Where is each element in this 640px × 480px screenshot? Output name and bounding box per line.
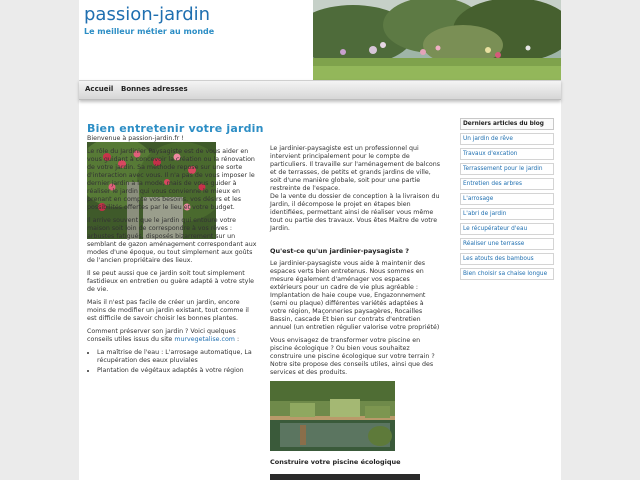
paragraph: Il arrive souvent que le jardin qui entoure votre maison soit loin de correspondre à vos rêves : arbustes fatigués, disposés bizarrement sur un semblant de gazon aménagement correspondant aux modes d'une époque, ou tout simplement aux goûts de l'ancien propriétaire des lieux. (87, 217, 257, 264)
third-photo (270, 474, 420, 480)
paragraph: De la vente du dossier de conception à la livraison du Jardin, il décompose le projet en étapes bien identifiées, permettant ainsi de réaliser vous même tout ou partie des travaux. Vous êtes Maitre de votre Jardin. (270, 193, 440, 232)
sidebar-item[interactable]: Terrassement pour le jardin (460, 163, 554, 175)
article-left-column (87, 135, 259, 377)
paragraph: Le jardinier-paysagiste vous aide à maintenir des espaces verts bien entretenus. Nous sommes en mesure également d'aménager vos espaces extérieurs pour un cadre de vie plus agréable : Implantation de haie coupe vue, Engazonnement (semi ou plaque) différentes variétés adaptées à votre région, Maçonneries paysagères, Rocailles Bassin, cascade Et bien sur contrats d'entretien annuel (un entretien régulier valorise votre propriété) (270, 260, 440, 331)
paragraph-text: Comment préserver son jardin ? Voici quelques conseils utiles issus du site (87, 328, 236, 343)
site-tagline: Le meilleur métier au monde (84, 27, 215, 36)
photo-caption-wrap (270, 458, 442, 471)
nav-item-accueil[interactable]: Accueil (85, 85, 114, 93)
sidebar-item[interactable]: Le récupérateur d'eau (460, 223, 554, 235)
sidebar-item[interactable]: Les atouts des bambous (460, 253, 554, 265)
post-title[interactable]: Bien entretenir votre jardin (87, 122, 264, 135)
sidebar-item[interactable]: Entretien des arbres (460, 178, 554, 190)
paragraph: Mais il n'est pas facile de créer un jardin, encore moins de modifier un jardin existant, tout comme il est difficile de savoir choisir les bonnes plantes. (87, 299, 249, 322)
sidebar-item[interactable]: L'abri de jardin (460, 208, 554, 220)
sidebar (460, 118, 554, 283)
sidebar-item[interactable]: Un jardin de rêve (460, 133, 554, 145)
list-item: • Plantation de végétaux adaptés à votre région (97, 367, 259, 375)
header-garden-photo (313, 0, 561, 80)
site-header (79, 0, 561, 80)
paragraph: Bienvenue à passion-jardin.fr ! (87, 135, 184, 142)
pond-photo (270, 381, 395, 451)
nav-item-bonnes-adresses[interactable]: Bonnes adresses (121, 85, 188, 93)
murvegetalise-link[interactable]: murvegetalise.com (174, 336, 235, 343)
site-title[interactable]: passion-jardin (84, 4, 211, 25)
paragraph-text: : (234, 336, 240, 343)
paragraph: Le rôle du Jardinier Paysagiste est de vous aider en vous guidant à concevoir la création ou la rénovation de votre jardin. Sa méthode repose sur une sorte d'interaction avec vous. Il n'a pas de vous imposer le dernier jardin à la mode, mais de vous guider à réaliser le jardin qui vous convienne le mieux en prenant en compte vos besoins, vos désirs et les possibilités offertes par le lieu et votre budget. (87, 148, 255, 211)
paragraph (87, 328, 259, 344)
paragraph: Il se peut aussi que ce jardin soit tout simplement fastidieux en entretien ou guère adapté à votre style de vie. (87, 270, 254, 293)
photo-caption: Construire votre piscine écologique (270, 458, 401, 466)
article-right-column (270, 145, 442, 382)
sidebar-item[interactable]: Bien choisir sa chaise longue (460, 268, 554, 280)
sidebar-item[interactable]: L'arrosage (460, 193, 554, 205)
tips-list (87, 349, 259, 375)
nav-bar (79, 80, 561, 100)
paragraph: Vous envisagez de transformer votre piscine en piscine écologique ? Ou bien vous souhaitez construire une piscine écologique sur votre terrain ? Notre site propose des conseils utiles, ainsi que des services et des produits. (270, 337, 435, 376)
page (79, 0, 561, 480)
paragraph: Le jardinier-paysagiste est un professionnel qui intervient principalement pour le compte de particuliers. Il travaille sur l'aménagement de balcons et de terrasses, de petits et grands jardins de ville, soit d'une manière globale, soit pour une partie restreinte de l'espace. (270, 145, 441, 192)
section-heading: Qu'est-ce qu'un jardinier-paysagiste ? (270, 247, 410, 255)
sidebar-item[interactable]: Réaliser une terrasse (460, 238, 554, 250)
sidebar-title: Derniers articles du blog (460, 118, 554, 130)
sidebar-item[interactable]: Travaux d'excation (460, 148, 554, 160)
list-item: • La maîtrise de l'eau : L'arrosage automatique, La récupération des eaux pluviales (97, 349, 259, 365)
